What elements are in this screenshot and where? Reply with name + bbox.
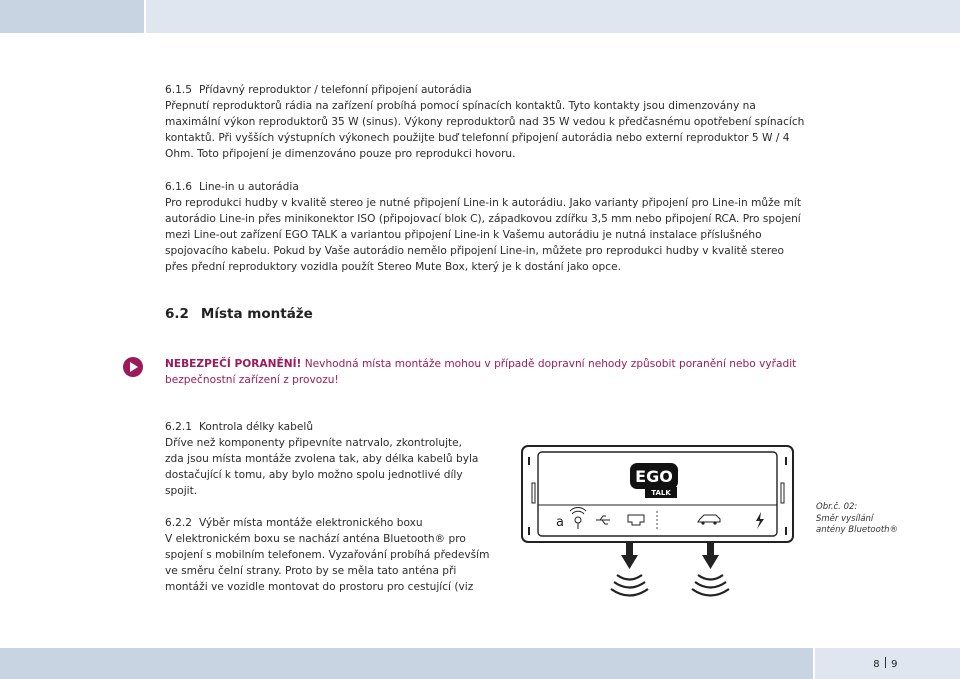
svg-text:EGO: EGO	[635, 467, 673, 486]
figure-caption	[816, 502, 898, 537]
paragraph-line: V elektronickém boxu se nachází anténa Bluetooth® pro	[165, 533, 466, 545]
paragraph-line: Přepnutí reproduktorů rádia na zařízení probíhá pomocí spínacích kontaktů. Tyto kontakty jsou dimenzovány na	[165, 100, 756, 112]
section-heading: 6.1.6 Line-in u autorádia	[165, 181, 299, 193]
paragraph-line: Ohm. Toto připojení je dimenzováno pouze pro reprodukci hovoru.	[165, 148, 516, 160]
section-6-1-6	[165, 179, 801, 275]
ego-talk-device-figure	[520, 443, 805, 603]
signal-arrow-right-icon	[692, 543, 729, 596]
paragraph-line: maximální výkon reproduktorů 35 W (sinus). Výkony reproduktorů nad 35 W vedou k předčasnému opotřebení spínacích	[165, 116, 805, 128]
paragraph-line: kontaktů. Při vyšších výstupních výkonech použijte buď telefonní připojení autorádia nebo externí reproduktor 5 W / 4	[165, 132, 790, 144]
paragraph-line: Pro reprodukci hudby v kvalitě stereo je nutné připojení Line-in k autorádiu. Jako varianty připojení pro Line-in může mít	[165, 197, 801, 209]
page-numbers	[873, 657, 898, 670]
svg-text:TALK: TALK	[651, 489, 671, 497]
paragraph-line: spojení s mobilním telefonem. Vyzařování probíhá především	[165, 549, 490, 561]
paragraph-line: ve směru čelní strany. Proto by se měla tato anténa při	[165, 565, 457, 577]
page-number-divider	[885, 657, 886, 668]
caption-line: antény Bluetooth®	[816, 525, 899, 535]
header-bar-left	[0, 0, 144, 33]
paragraph-line: přes přední reproduktory vozidla použít Stereo Mute Box, který je k dostání jako opce.	[165, 261, 621, 273]
warning-line2: bezpečnostní zařízení z provozu!	[165, 374, 339, 386]
footer-bar-left	[0, 648, 813, 679]
paragraph-line: spojovacího kabelu. Pokud by Vaše autorádio nemělo připojení Line-in, můžete pro reprodukci hudby v kvalitě stereo	[165, 245, 784, 257]
header-bar-right	[146, 0, 960, 33]
section-heading: 6.1.5 Přídavný reproduktor / telefonní připojení autorádia	[165, 84, 472, 96]
signal-arrow-left-icon	[611, 543, 648, 596]
warning-arrow-icon	[123, 357, 143, 377]
section-heading: 6.2.1 Kontrola délky kabelů	[165, 421, 314, 433]
paragraph-line: Dříve než komponenty připevníte natrvalo, zkontrolujte,	[165, 437, 463, 449]
section-6-2-1	[165, 419, 478, 499]
warning-label: NEBEZPEČÍ PORANĚNÍ!	[165, 358, 302, 370]
paragraph-line: zda jsou místa montáže zvolena tak, aby délka kabelů byla	[165, 453, 479, 465]
caption-line: Směr vysílání	[816, 513, 874, 524]
paragraph-line: autorádio Line-in přes minikonektor ISO (připojovací blok C), západkovou zdířku 3,5 mm nebo připojení RCA. Pro spojení	[165, 213, 801, 225]
warning-text	[165, 356, 805, 388]
section-6-2-heading: 6.2 Místa montáže	[165, 306, 313, 322]
section-6-2-2	[165, 515, 489, 595]
section-6-1-5	[165, 82, 804, 162]
caption-line: Obr.č. 02:	[816, 502, 858, 512]
page-number-left: 8	[873, 659, 881, 670]
paragraph-line: spojit.	[165, 485, 198, 497]
page-number-right: 9	[891, 659, 898, 670]
section-heading: 6.2.2 Výběr místa montáže elektronického boxu	[165, 517, 423, 529]
warning-line1: Nevhodná místa montáže mohou v případě dopravní nehody způsobit poranění nebo vyřadit	[301, 358, 797, 370]
port-a-label: a	[556, 515, 564, 530]
paragraph-line: dostačující k tomu, aby bylo možno spolu jednotlivé díly	[165, 469, 463, 481]
paragraph-line: mezi Line-out zařízení EGO TALK a variantou připojení Line-in k Vašemu autorádiu je nutná instalace příslušného	[165, 229, 762, 241]
paragraph-line: montáži ve vozidle montovat do prostoru pro cestující (viz	[165, 581, 474, 593]
